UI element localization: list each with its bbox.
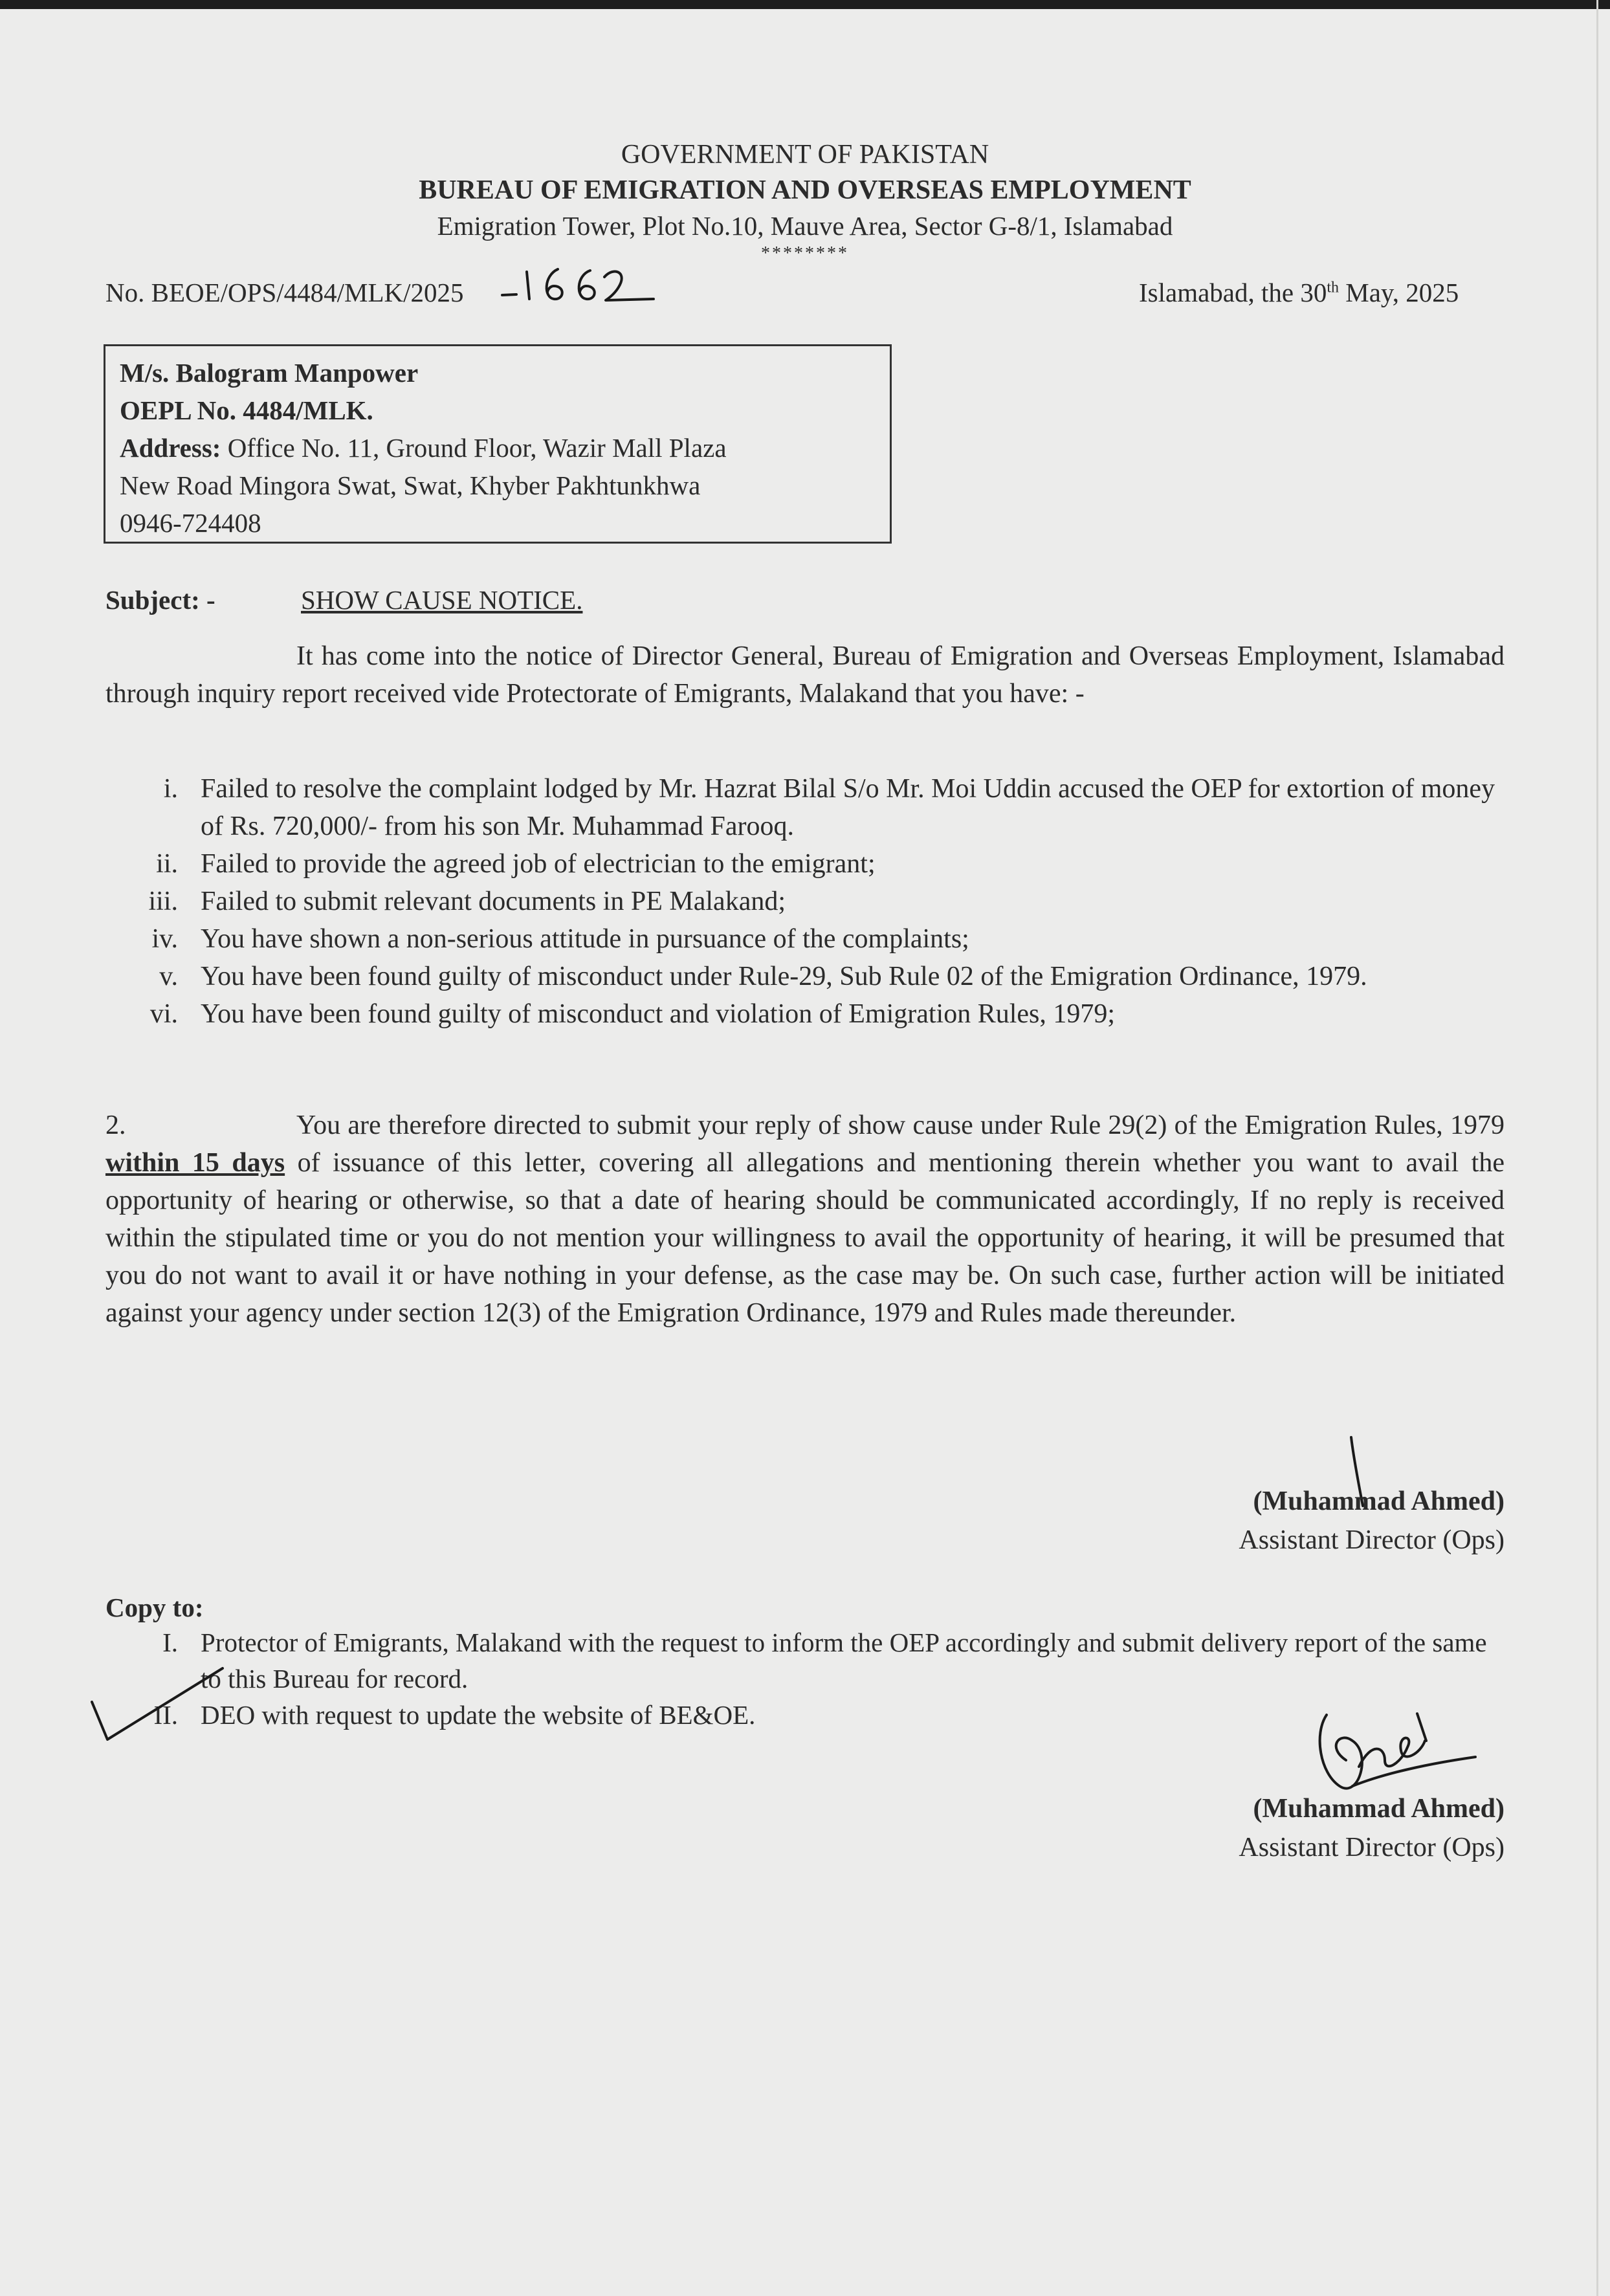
list-item: ii. Failed to provide the agreed job of electrician to the emigrant; [156,849,876,879]
copy-to-label: Copy to: [105,1593,204,1622]
reference-number: No. BEOE/OPS/4484/MLK/2025 [105,278,464,307]
list-item: vi. You have been found guilty of misconduct and violation of Emigration Rules, 1979; [149,999,1116,1029]
addressee-name: M/s. Balogram Manpower [120,358,419,388]
handwritten-dispatch-number [498,258,667,316]
list-item: i. Failed to resolve the complaint lodged by Mr. Hazrat Bilal S/o Mr. Moi Uddin accused the OEP for extortion of money of Rs. 720,000/- from his son Mr. Muhammad Farooq. [163,774,1495,841]
handwritten-checkmark [84,1663,233,1747]
letter-date: Islamabad, the 30th May, 2025 [1139,278,1459,307]
list-item: v. You have been found guilty of misconduct under Rule-29, Sub Rule 02 of the Emigration Ordinance, 1979. [159,962,1367,991]
addressee-oepl: OEPL No. 4484/MLK. [120,395,373,425]
list-item: iii. Failed to submit relevant documents in PE Malakand; [148,887,786,916]
signatory-title-2: Assistant Director (Ops) [1239,1833,1505,1862]
paragraph-directive: 2. You are therefore directed to submit your reply of show cause under Rule 29(2) of the Emigration Rules, 1979 within 15 days of issuance of this letter, covering all allegations and mentioning therein whether you want to avail the opportunity of hearing or otherwise, so that a date of hearing should be communicated accordingly, If no reply is received within the stipulated time or you do not mention your willingness to avail the opportunity of hearing, it will be presumed that you do not want to avail it or have nothing in your defense, as the case may be. On such case, further action will be initiated against your agency under section 12(3) of the Emigration Ordinance, 1979 and Rules made thereunder. [105,1110,1505,1328]
subject-text: SHOW CAUSE NOTICE. [301,585,583,615]
paragraph-intro: It has come into the notice of Director General, Bureau of Emigration and Overseas Employment, Islamabad through inquiry report received vide Protectorate of Emigrants, Malakand that you have: - [105,641,1505,709]
scan-top-border [0,0,1610,9]
signatory-name: (Muhammad Ahmed) [1253,1486,1505,1516]
scan-edge-line [1596,0,1598,2296]
letterhead-address: Emigration Tower, Plot No.10, Mauve Area, Sector G-8/1, Islamabad [437,211,1173,241]
subject-label: Subject: - [105,585,215,615]
signature-block [1239,1482,1505,1560]
addressee-address-line1: Address: Office No. 11, Ground Floor, Wazir Mall Plaza [120,433,727,463]
list-item: iv. You have shown a non-serious attitude in pursuance of the complaints; [151,924,969,954]
signature-block-2 [1239,1789,1505,1867]
allegations-list [105,770,1505,1033]
addressee-phone: 0946-724408 [120,508,261,538]
letterhead-separator: ******** [761,243,849,263]
letterhead-bureau: BUREAU OF EMIGRATION AND OVERSEAS EMPLOYMENT [419,175,1191,205]
signatory-name-2: (Muhammad Ahmed) [1253,1794,1505,1824]
addressee-address-line2: New Road Mingora Swat, Swat, Khyber Pakhtunkhwa [120,470,701,500]
signatory-title: Assistant Director (Ops) [1239,1525,1505,1555]
letterhead-government: GOVERNMENT OF PAKISTAN [621,140,989,170]
list-item: I. Protector of Emigrants, Malakand with the request to inform the OEP accordingly and submit delivery report of the same to this Bureau for record. [162,1628,1487,1694]
addressee-box [104,344,892,544]
list-item: II. DEO with request to update the website of BE&OE. [153,1700,756,1730]
